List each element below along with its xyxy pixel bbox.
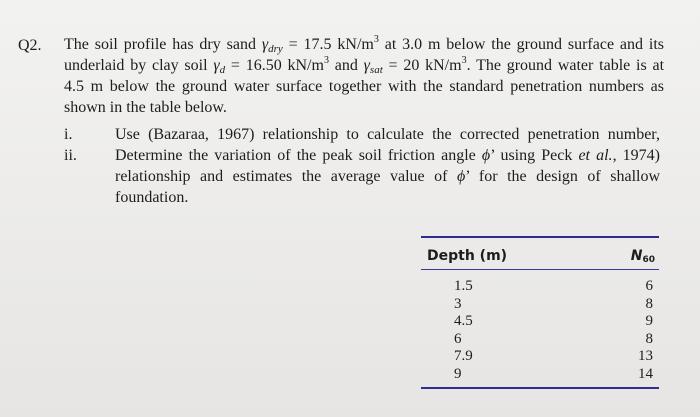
n60-cell: 14 <box>638 365 653 382</box>
task-text: Use (Bazaraa, 1967) relationship to calculate the corrected penetration number, <box>115 126 660 143</box>
task-item-i <box>64 124 664 145</box>
n60-cell: 8 <box>645 295 653 312</box>
table-header-rule <box>421 269 659 270</box>
table-row <box>421 348 659 366</box>
task-number: ii. <box>64 147 77 164</box>
n60-cell: 13 <box>638 348 653 364</box>
depth-cell: 1.5 <box>454 278 473 294</box>
n60-cell: 8 <box>645 330 653 347</box>
depth-cell: 4.5 <box>454 313 473 329</box>
task-item-ii <box>64 145 664 208</box>
question-line-2: underlaid by clay soil $\gamma_d = 16.50$ $kN/m^3$ and $\gamma_{sat} = 20$ $kN/m^3$. The ground water table is at <box>64 55 665 76</box>
table-row <box>421 366 659 384</box>
task-list <box>64 124 664 208</box>
n60-cell: 6 <box>645 278 653 294</box>
depth-cell: 6 <box>454 330 462 347</box>
table-header <box>421 248 659 264</box>
table-body <box>421 278 659 383</box>
header-depth: Depth (m) <box>427 248 508 264</box>
depth-cell: 7.9 <box>454 348 473 364</box>
question-line-3: 4.5 m below the ground water surface together with the standard penetration numbers as <box>64 78 664 95</box>
depth-cell: 3 <box>454 295 462 312</box>
spt-table <box>421 236 659 389</box>
question-line-1: The soil profile has dry sand $\gamma_{dry} = 17.5$ $kN/m^3$ at 3.0 m below the ground surface and its <box>64 34 665 55</box>
table-bottom-rule <box>421 387 659 389</box>
table-row <box>421 296 659 314</box>
question-number: Q2. <box>18 37 42 54</box>
table-top-rule <box>421 236 659 238</box>
table-row <box>421 331 659 349</box>
question-line-4: shown in the table below. <box>64 99 227 116</box>
table-row <box>421 313 659 331</box>
n60-cell: 9 <box>645 313 653 329</box>
depth-cell: 9 <box>454 365 462 382</box>
task-text: Determine the variation of the peak soil friction angle ϕ’ using Peck et al., 1974) relationship and estimates the average value of ϕ’ for the design of shallow foundation. <box>115 147 661 206</box>
question-text <box>64 34 664 118</box>
table-row <box>421 278 659 296</box>
header-n60: $N_{60}$ <box>630 248 655 265</box>
task-number: i. <box>64 126 73 143</box>
